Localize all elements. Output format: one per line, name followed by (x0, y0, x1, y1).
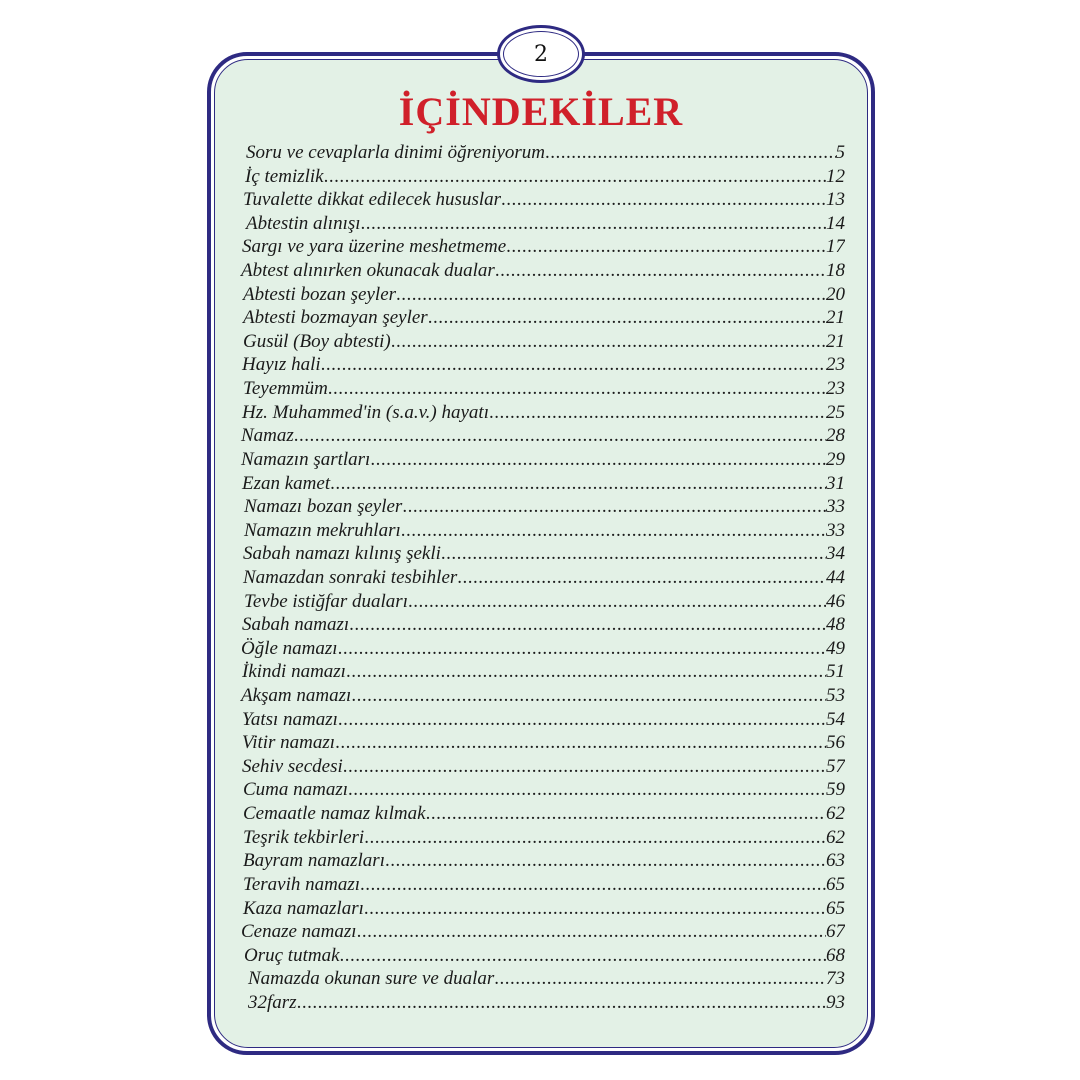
toc-entry-page: 23 (826, 378, 845, 400)
toc-entry-page: 33 (826, 496, 845, 518)
toc-entry-title: Sargı ve yara üzerine meshetmeme (242, 236, 507, 258)
toc-dot-leader (426, 803, 826, 825)
toc-entry-title: İç temizlik (245, 165, 324, 187)
toc-entry (240, 189, 845, 213)
toc-entry (240, 307, 845, 331)
page-title: İÇİNDEKİLER (398, 89, 684, 134)
toc-entry-title: Teravih namazı (243, 873, 361, 895)
toc-entry (240, 543, 845, 567)
toc-entry (240, 685, 845, 709)
toc-entry (240, 638, 845, 662)
toc-dot-leader (364, 827, 826, 849)
toc-dot-leader (457, 567, 826, 589)
toc-entry-page: 65 (826, 873, 845, 895)
toc-entry-title: 32farz (248, 991, 297, 1013)
toc-entry-page: 93 (826, 991, 845, 1013)
toc-dot-leader (385, 850, 826, 872)
toc-dot-leader (396, 284, 826, 306)
toc-entry-page: 31 (826, 472, 845, 494)
toc-entry-title: Sehiv secdesi (242, 755, 343, 777)
toc-entry-title: Abtest alınırken okunacak dualar (241, 260, 495, 282)
toc-dot-leader (348, 779, 826, 801)
page-number-badge (497, 25, 585, 83)
toc-entry (240, 567, 845, 591)
toc-entry (240, 992, 845, 1016)
toc-entry-title: Cemaatle namaz kılmak (243, 803, 426, 825)
toc-entry (240, 449, 845, 473)
toc-entry (240, 331, 845, 355)
toc-entry-page: 65 (826, 897, 845, 919)
toc-dot-leader (324, 166, 826, 188)
toc-entry (240, 756, 845, 780)
toc-entry-title: Sabah namazı (242, 614, 350, 636)
toc-entry-title: Öğle namazı (241, 637, 338, 659)
toc-entry-page: 5 (835, 142, 845, 163)
toc-entry (240, 968, 845, 992)
toc-entry-title: Oruç tutmak (244, 944, 340, 966)
toc-dot-leader (340, 945, 826, 967)
toc-entry-page: 63 (826, 850, 845, 872)
toc-entry (240, 779, 845, 803)
toc-dot-leader (335, 732, 826, 754)
toc-entry-title: Hayız hali (242, 354, 321, 376)
toc-dot-leader (391, 331, 826, 353)
toc-entry (240, 378, 845, 402)
toc-entry (240, 520, 845, 544)
toc-entry-page: 25 (826, 401, 845, 423)
toc-entry (240, 166, 845, 190)
toc-entry (240, 354, 845, 378)
toc-entry-page: 73 (826, 968, 845, 990)
toc-dot-leader (328, 378, 826, 400)
toc-entry (240, 850, 845, 874)
toc-dot-leader (506, 236, 826, 258)
toc-entry (240, 661, 845, 685)
toc-entry-page: 51 (826, 661, 845, 683)
toc-entry (240, 213, 845, 237)
toc-entry (240, 496, 845, 520)
toc-dot-leader (321, 354, 826, 376)
toc-dot-leader (428, 307, 826, 329)
toc-entry-title: Gusül (Boy abtesti) (243, 330, 391, 352)
toc-entry-title: Namazdan sonraki tesbihler (243, 566, 458, 588)
toc-entry-title: Tevbe istiğfar duaları (244, 590, 408, 612)
toc-entry-page: 34 (826, 543, 845, 565)
toc-entry-page: 49 (826, 637, 845, 659)
toc-entry (240, 898, 845, 922)
toc-entry-page: 53 (826, 685, 845, 707)
toc-entry (240, 425, 845, 449)
toc-entry-page: 62 (826, 803, 845, 825)
toc-dot-leader (360, 874, 826, 896)
toc-entry-title: Vitir namazı (242, 732, 336, 754)
toc-entry-title: Ezan kamet (242, 472, 331, 494)
toc-dot-leader (338, 709, 826, 731)
toc-entry-title: Kaza namazları (243, 897, 364, 919)
toc-dot-leader (346, 661, 826, 683)
toc-entry-page: 13 (826, 189, 845, 211)
toc-dot-leader (364, 898, 826, 920)
toc-entry-page: 18 (826, 260, 845, 282)
table-of-contents (240, 142, 845, 1016)
toc-entry-page: 46 (826, 590, 845, 612)
toc-entry (240, 945, 845, 969)
toc-entry-title: Namazda okunan sure ve dualar (248, 968, 495, 990)
toc-entry-title: Tuvalette dikkat edilecek hususlar (243, 189, 502, 211)
toc-entry-title: Akşam namazı (241, 685, 352, 707)
toc-entry-title: Yatsı namazı (242, 708, 338, 730)
toc-dot-leader (441, 543, 826, 565)
toc-entry (240, 709, 845, 733)
toc-entry (240, 473, 845, 497)
toc-dot-leader (402, 496, 826, 518)
toc-entry-page: 14 (826, 212, 845, 234)
toc-entry (240, 591, 845, 615)
toc-entry-page: 33 (826, 519, 845, 541)
toc-entry (240, 827, 845, 851)
toc-entry-title: Cenaze namazı (241, 921, 357, 943)
toc-entry-page: 54 (826, 708, 845, 730)
toc-entry-title: Namaz (241, 425, 294, 447)
toc-entry-page: 44 (826, 566, 845, 588)
toc-dot-leader (294, 425, 826, 447)
toc-entry-page: 56 (826, 732, 845, 754)
toc-entry-title: Abtesti bozmayan şeyler (243, 307, 428, 329)
toc-dot-leader (501, 189, 826, 211)
toc-entry (240, 921, 845, 945)
toc-entry-title: Abtestin alınışı (246, 212, 361, 234)
toc-entry-title: Namazın mekruhları (244, 519, 401, 541)
toc-entry-title: Sabah namazı kılınış şekli (243, 543, 441, 565)
toc-dot-leader (343, 756, 826, 778)
toc-entry-page: 21 (826, 307, 845, 329)
toc-entry-page: 48 (826, 614, 845, 636)
toc-dot-leader (489, 402, 826, 424)
toc-dot-leader (401, 520, 826, 542)
toc-entry-title: Abtesti bozan şeyler (243, 283, 397, 305)
toc-entry (240, 142, 845, 166)
toc-entry-page: 23 (826, 354, 845, 376)
toc-entry (240, 732, 845, 756)
toc-dot-leader (351, 685, 826, 707)
toc-entry (240, 614, 845, 638)
toc-entry (240, 236, 845, 260)
toc-entry (240, 284, 845, 308)
toc-dot-leader (338, 638, 826, 660)
toc-entry-page: 21 (826, 330, 845, 352)
toc-entry-title: Teyemmüm (243, 378, 328, 400)
toc-dot-leader (408, 591, 826, 613)
toc-dot-leader (330, 473, 826, 495)
toc-entry (240, 402, 845, 426)
toc-entry-title: Soru ve cevaplarla dinimi öğreniyorum (246, 142, 546, 163)
toc-entry-title: Hz. Muhammed'in (s.a.v.) hayatı (242, 401, 489, 423)
toc-entry-page: 12 (826, 165, 845, 187)
toc-entry (240, 874, 845, 898)
toc-entry-page: 28 (826, 425, 845, 447)
toc-entry-page: 68 (826, 944, 845, 966)
toc-dot-leader (494, 968, 826, 990)
toc-dot-leader (495, 260, 826, 282)
toc-entry-title: Teşrik tekbirleri (243, 826, 365, 848)
toc-dot-leader (297, 992, 826, 1014)
toc-entry-title: Cuma namazı (243, 779, 349, 801)
toc-dot-leader (349, 614, 826, 636)
toc-entry-title: Bayram namazları (243, 850, 385, 872)
toc-entry-page: 67 (826, 921, 845, 943)
toc-entry (240, 260, 845, 284)
toc-entry-page: 17 (826, 236, 845, 258)
toc-dot-leader (545, 142, 835, 164)
toc-entry-page: 29 (826, 448, 845, 470)
toc-entry-page: 62 (826, 826, 845, 848)
toc-entry-title: Namazın şartları (241, 448, 371, 470)
toc-entry (240, 803, 845, 827)
toc-entry-page: 59 (826, 779, 845, 801)
toc-dot-leader (361, 213, 826, 235)
toc-dot-leader (370, 449, 826, 471)
toc-dot-leader (357, 921, 826, 943)
toc-entry-page: 20 (826, 283, 845, 305)
page-number: 2 (534, 41, 548, 67)
toc-entry-title: Namazı bozan şeyler (244, 496, 403, 518)
toc-entry-title: İkindi namazı (242, 661, 346, 683)
toc-entry-page: 57 (826, 755, 845, 777)
